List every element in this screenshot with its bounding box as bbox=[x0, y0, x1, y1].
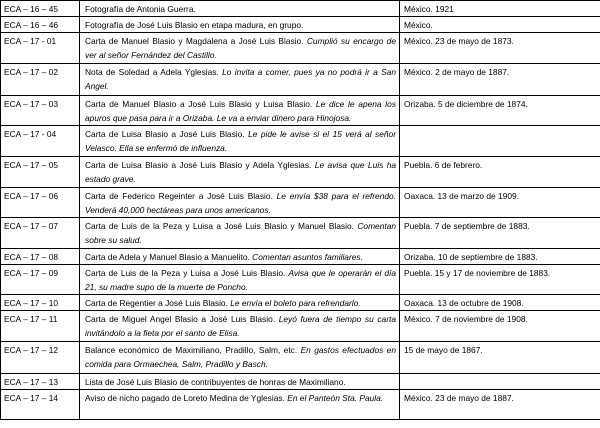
item-code: ECA – 17 – 02 bbox=[1, 64, 80, 96]
description-text: Aviso de nicho pagado de Loreto Medina de Yglesias. bbox=[85, 393, 285, 403]
item-description bbox=[80, 188, 400, 218]
item-code: ECA – 17 – 14 bbox=[1, 390, 80, 420]
description-text: Carta de Manuel Blasio a José Luis Blasio y Luisa Blasio. bbox=[85, 99, 313, 109]
item-place-date: Oaxaca. 13 de marzo de 1909. bbox=[400, 188, 600, 218]
description-note: Le envía el boleto para refrendarlo. bbox=[230, 298, 361, 308]
description-note: En gastos efectuados en comida para Ormaechea, Salm, Pradillo y Basch. bbox=[85, 345, 396, 369]
item-place-date: México. 1921 bbox=[400, 1, 600, 17]
item-code: ECA – 17 – 13 bbox=[1, 374, 80, 390]
table-row bbox=[1, 1, 600, 17]
table-row bbox=[1, 157, 600, 188]
description-text: Fotografía de José Luis Blasio en etapa madura, en grupo. bbox=[85, 20, 304, 30]
item-description bbox=[80, 17, 400, 33]
item-description bbox=[80, 265, 400, 295]
table-row bbox=[1, 374, 600, 390]
item-place-date: México. 2 de mayo de 1887. bbox=[400, 64, 600, 96]
item-place-date: Puebla. 6 de febrero. bbox=[400, 157, 600, 188]
item-description bbox=[80, 374, 400, 390]
table-row bbox=[1, 311, 600, 342]
item-code: ECA – 17 – 05 bbox=[1, 157, 80, 188]
item-place-date: Orizaba. 10 de septiembre de 1883. bbox=[400, 249, 600, 265]
table-row bbox=[1, 249, 600, 265]
description-text: Carta de Adela y Manuel Blasio a Manuelito. bbox=[85, 252, 250, 262]
table-row bbox=[1, 265, 600, 295]
item-place-date: México. 23 de mayo de 1873. bbox=[400, 33, 600, 64]
item-description bbox=[80, 96, 400, 126]
table-row bbox=[1, 188, 600, 218]
description-note: Le dice le apena los apuros que pasa para ir a Orizaba. Le va a enviar dinero para Hinojosa. bbox=[85, 99, 397, 123]
item-code: ECA – 17 – 09 bbox=[1, 265, 80, 295]
item-place-date: Puebla. 15 y 17 de noviembre de 1883. bbox=[400, 265, 600, 295]
item-code: ECA – 17 – 08 bbox=[1, 249, 80, 265]
description-text: Fotografía de Antonia Guerra. bbox=[85, 4, 196, 14]
description-text: Carta de Federico Regeinter a José Luis Blasio. bbox=[85, 191, 273, 201]
description-text: Lista de José Luis Blasio de contribuyentes de honras de Maximiliano. bbox=[85, 377, 346, 387]
item-description bbox=[80, 390, 400, 420]
item-description bbox=[80, 342, 400, 374]
table-row bbox=[1, 17, 600, 33]
item-description bbox=[80, 218, 400, 249]
item-code: ECA – 16 – 46 bbox=[1, 17, 80, 33]
description-note: Le avisa que Luis ha estado grave. bbox=[85, 160, 397, 184]
description-text: Carta de Manuel Blasio y Magdalena a José Luis Blasio. bbox=[85, 36, 304, 46]
description-note: Le envía $38 para el refrendo. Venderá 40,000 hectáreas para unos americanos. bbox=[85, 191, 396, 215]
description-note: Cumplió su encargo de ver al señor Fernández del Castillo. bbox=[85, 36, 396, 60]
table-row bbox=[1, 342, 600, 374]
item-description bbox=[80, 1, 400, 17]
item-code: ECA – 17 – 06 bbox=[1, 188, 80, 218]
item-code: ECA – 17 – 03 bbox=[1, 96, 80, 126]
description-text: Carta de Miguel Angel Blasio a José Luis Blasio. bbox=[85, 314, 276, 324]
table-row bbox=[1, 295, 600, 311]
item-code: ECA – 17 – 10 bbox=[1, 295, 80, 311]
description-text: Nota de Soledad a Adela Yglesias. bbox=[85, 67, 219, 77]
item-place-date: 15 de mayo de 1867. bbox=[400, 342, 600, 374]
description-text: Carta de Luis de la Peza y Luisa a José Luis Blasio y Manuel Blasio. bbox=[85, 221, 354, 231]
description-text: Carta de Luisa Blasio a José Luis Blasio y Adela Yglesias. bbox=[85, 160, 312, 170]
description-note: En el Panteón Sta. Paula. bbox=[287, 393, 384, 403]
item-description bbox=[80, 33, 400, 64]
description-text: Balance económico de Maximiliano, Pradillo, Salm, etc. bbox=[85, 345, 298, 355]
table-row bbox=[1, 218, 600, 249]
item-place-date bbox=[400, 126, 600, 157]
catalog-body bbox=[1, 1, 600, 420]
description-note: Le pide le avise si el 15 verá al señor Velasco. Ella se enfermó de influenza. bbox=[85, 129, 397, 153]
item-place-date: México. bbox=[400, 17, 600, 33]
item-code: ECA – 16 – 45 bbox=[1, 1, 80, 17]
description-note: Comentan asuntos familiares. bbox=[252, 252, 363, 262]
item-description bbox=[80, 249, 400, 265]
description-note: Avisa que le operarán el día 21, su madre supo de la muerte de Poncho. bbox=[85, 268, 396, 292]
item-place-date: México. 7 de noviembre de 1908. bbox=[400, 311, 600, 342]
item-description bbox=[80, 126, 400, 157]
item-place-date: Oaxaca. 13 de octubre de 1908. bbox=[400, 295, 600, 311]
item-description bbox=[80, 311, 400, 342]
item-description bbox=[80, 64, 400, 96]
table-row bbox=[1, 126, 600, 157]
description-text: Carta de Luis de la Peza y Luisa a José Luis Blasio. bbox=[85, 268, 286, 278]
item-code: ECA – 17 - 01 bbox=[1, 33, 80, 64]
description-note: Leyó fuera de tiempo su carta invitándolo a la fieta por el santo de Elisa. bbox=[85, 314, 396, 338]
table-row bbox=[1, 390, 600, 420]
description-note: Lo invita a comer, pues ya no podrá ir a San Angel. bbox=[85, 67, 396, 91]
item-code: ECA – 17 – 07 bbox=[1, 218, 80, 249]
item-description bbox=[80, 157, 400, 188]
item-code: ECA – 17 - 04 bbox=[1, 126, 80, 157]
item-place-date: Puebla. 7 de septiembre de 1883. bbox=[400, 218, 600, 249]
description-text: Carta de Regentier a José Luis Blasio. bbox=[85, 298, 228, 308]
item-place-date: México. 23 de mayo de 1887. bbox=[400, 390, 600, 420]
item-code: ECA – 17 – 11 bbox=[1, 311, 80, 342]
description-note: Comentan sobre su salud. bbox=[85, 221, 397, 245]
item-place-date bbox=[400, 374, 600, 390]
table-row bbox=[1, 96, 600, 126]
table-row bbox=[1, 33, 600, 64]
table-row bbox=[1, 64, 600, 96]
item-description bbox=[80, 295, 400, 311]
description-text: Carta de Luisa Blasio a José Luis Blasio. bbox=[85, 129, 245, 139]
item-code: ECA – 17 – 12 bbox=[1, 342, 80, 374]
item-place-date: Orizaba. 5 de diciembre de 1874. bbox=[400, 96, 600, 126]
